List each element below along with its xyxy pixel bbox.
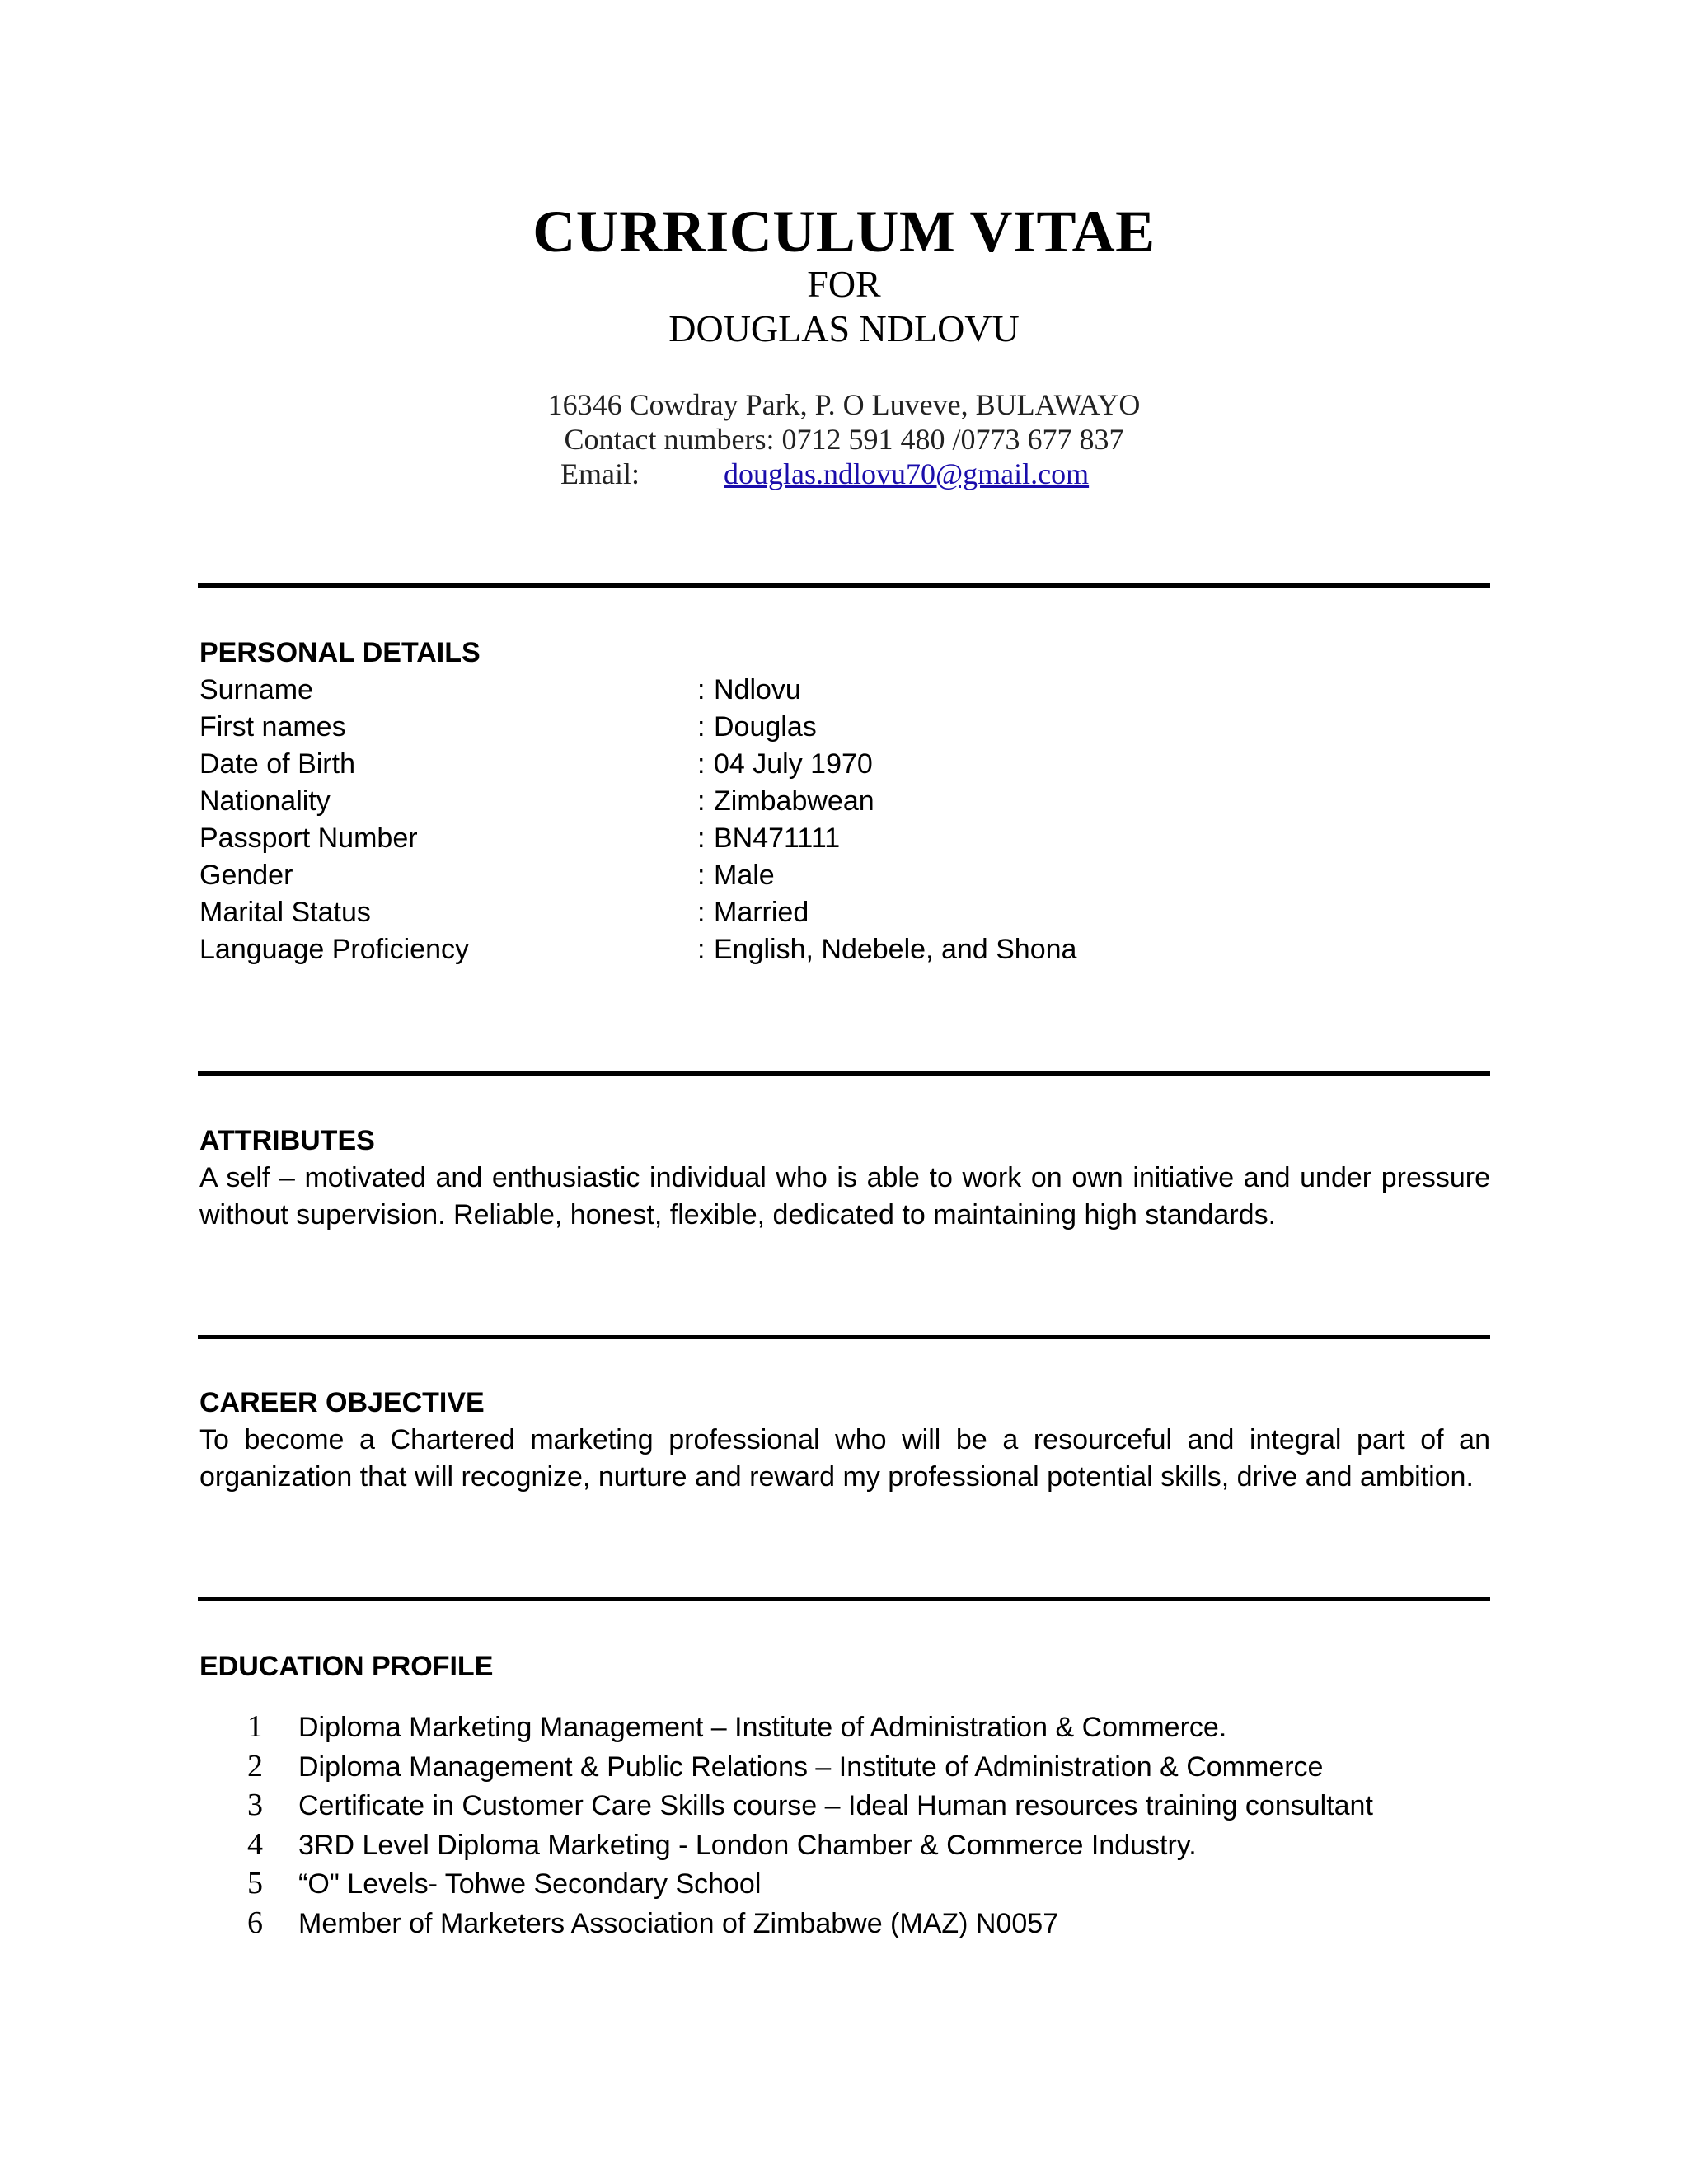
details-label: Date of Birth xyxy=(199,748,355,780)
section-divider xyxy=(198,1335,1490,1339)
details-row xyxy=(199,931,1490,968)
details-row xyxy=(199,857,1490,894)
details-value: 04 July 1970 xyxy=(714,748,873,780)
email-label: Email: xyxy=(560,457,640,490)
personal-details-table xyxy=(199,672,1490,968)
education-item xyxy=(199,1905,1490,1944)
education-item-number: 5 xyxy=(247,1866,263,1900)
details-separator: : xyxy=(697,785,706,817)
details-value: Zimbabwean xyxy=(714,785,874,817)
details-row xyxy=(199,894,1490,931)
education-section xyxy=(199,1648,1490,1943)
details-separator: : xyxy=(697,711,706,743)
contact-numbers: Contact numbers: 0712 591 480 /0773 677 837 xyxy=(564,423,1124,456)
education-item-text: “O" Levels- Tohwe Secondary School xyxy=(298,1868,762,1900)
details-label: Nationality xyxy=(199,785,331,817)
section-divider xyxy=(198,1597,1490,1601)
details-label: Language Proficiency xyxy=(199,934,470,965)
education-item xyxy=(199,1865,1490,1905)
details-row xyxy=(199,709,1490,746)
education-item-text: 3RD Level Diploma Marketing - London Chamber & Commerce Industry. xyxy=(298,1829,1197,1861)
attributes-text: A self – motivated and enthusiastic individual who is able to work on own initiative and under pressure without supervision. Reliable, honest, flexible, dedicated to maintaining high standards. xyxy=(199,1162,1490,1230)
education-item-text: Certificate in Customer Care Skills course – Ideal Human resources training consultant xyxy=(298,1790,1373,1821)
postal-address: 16346 Cowdray Park, P. O Luveve, BULAWAYO xyxy=(547,388,1141,421)
email-row xyxy=(560,457,1089,491)
details-value: Married xyxy=(714,897,809,928)
education-item-text: Diploma Management & Public Relations – Institute of Administration & Commerce xyxy=(298,1750,1324,1783)
details-separator: : xyxy=(697,897,706,928)
document-title: CURRICULUM VITAE xyxy=(532,199,1156,265)
details-label: Passport Number xyxy=(199,823,418,854)
title-for: FOR xyxy=(807,263,881,305)
section-title-personal-details: PERSONAL DETAILS xyxy=(199,637,481,668)
personal-details-section xyxy=(199,635,1490,968)
details-value: English, Ndebele, and Shona xyxy=(714,934,1077,965)
attributes-section xyxy=(199,1122,1490,1234)
details-value: Male xyxy=(714,860,775,891)
details-label: Surname xyxy=(199,674,313,705)
details-label: Gender xyxy=(199,860,293,891)
details-separator: : xyxy=(697,748,706,780)
section-title-education: EDUCATION PROFILE xyxy=(199,1651,494,1682)
details-separator: : xyxy=(697,860,706,891)
details-separator: : xyxy=(697,674,706,705)
education-item xyxy=(199,1708,1490,1748)
career-objective-text: To become a Chartered marketing professional who will be a resourceful and integral part of an organization that will recognize, nurture and reward my professional potential skills, drive and ambition. xyxy=(199,1424,1490,1493)
details-separator: : xyxy=(697,934,706,965)
education-item-number: 3 xyxy=(247,1788,263,1822)
details-row xyxy=(199,672,1490,709)
education-item-number: 6 xyxy=(247,1905,263,1940)
education-item-number: 2 xyxy=(247,1748,263,1783)
education-item-text: Diploma Marketing Management – Institute of Administration & Commerce. xyxy=(298,1712,1227,1743)
section-divider xyxy=(198,583,1490,588)
details-row xyxy=(199,783,1490,820)
education-item-number: 1 xyxy=(247,1709,263,1744)
details-value: BN471111 xyxy=(714,823,841,854)
details-value: Douglas xyxy=(714,711,817,743)
education-item xyxy=(199,1748,1490,1788)
details-separator: : xyxy=(697,823,706,854)
details-row xyxy=(199,746,1490,783)
career-objective-section xyxy=(199,1385,1490,1496)
education-item xyxy=(199,1826,1490,1866)
section-title-attributes: ATTRIBUTES xyxy=(199,1125,375,1156)
details-value: Ndlovu xyxy=(714,674,801,705)
education-item xyxy=(199,1787,1490,1826)
details-label: Marital Status xyxy=(199,897,371,928)
section-title-career-objective: CAREER OBJECTIVE xyxy=(199,1387,485,1418)
details-row xyxy=(199,820,1490,857)
education-list xyxy=(199,1708,1490,1943)
email-link[interactable]: douglas.ndlovu70@gmail.com xyxy=(724,457,1090,490)
details-label: First names xyxy=(199,711,346,743)
education-item-text: Member of Marketers Association of Zimbabwe (MAZ) N0057 xyxy=(298,1907,1059,1939)
candidate-name: DOUGLAS NDLOVU xyxy=(668,307,1020,349)
section-divider xyxy=(198,1071,1490,1076)
education-item-number: 4 xyxy=(247,1826,263,1862)
